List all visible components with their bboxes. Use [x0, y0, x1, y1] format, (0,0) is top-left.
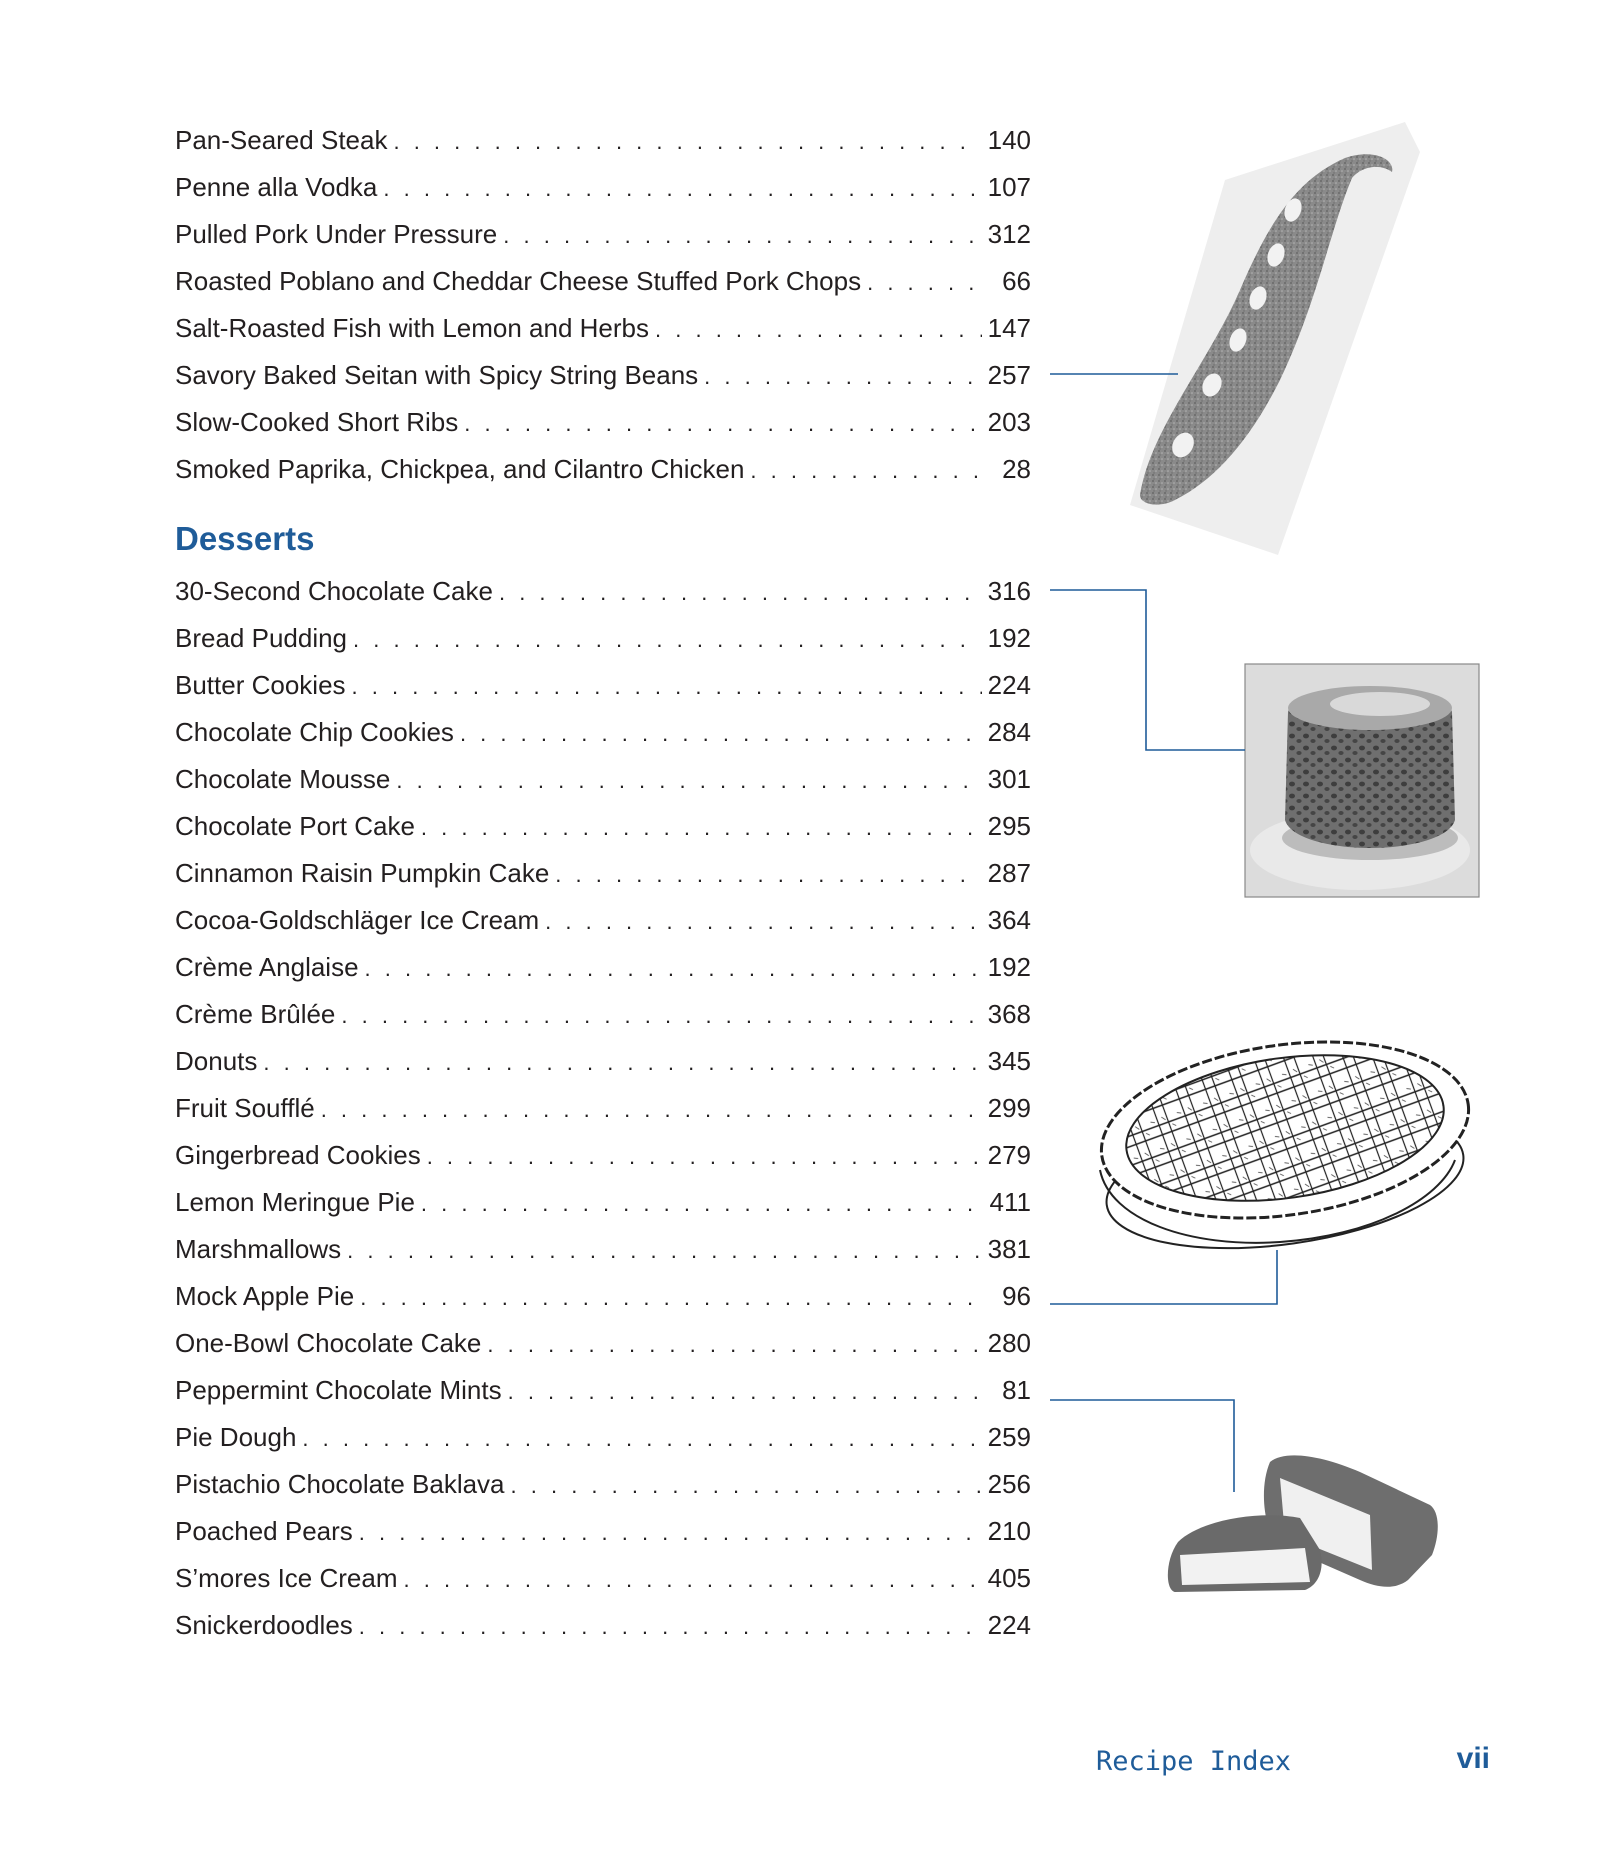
entry-page: 287: [987, 858, 1031, 888]
entry-name: Crème Anglaise: [175, 952, 359, 982]
entry-name: Peppermint Chocolate Mints: [175, 1375, 502, 1405]
entry-page: 140: [987, 125, 1031, 155]
entry-name: Cinnamon Raisin Pumpkin Cake: [175, 858, 550, 888]
entry-page: 192: [987, 623, 1031, 653]
entry-name: Marshmallows: [175, 1234, 342, 1264]
entry-page: 279: [987, 1140, 1031, 1170]
entry-name: Salt-Roasted Fish with Lemon and Herbs: [175, 313, 650, 343]
entry-name: 30-Second Chocolate Cake: [175, 576, 493, 606]
entry-page: 381: [987, 1234, 1031, 1264]
entry-page: 192: [987, 952, 1031, 982]
entry-page: 312: [987, 219, 1031, 249]
entry-name: Donuts: [175, 1046, 258, 1076]
entry-page: 107: [987, 172, 1031, 202]
entry-page: 364: [987, 905, 1031, 935]
lattice-pie-illustration: [1090, 1020, 1480, 1268]
section-heading-desserts: Desserts: [175, 520, 315, 557]
entry-name: Lemon Meringue Pie: [175, 1187, 415, 1217]
entry-page: 96: [1002, 1281, 1031, 1311]
entry-name: Penne alla Vodka: [175, 172, 378, 202]
entry-page: 411: [989, 1187, 1031, 1217]
string-bean-illustration: [1130, 122, 1420, 555]
entry-page: 224: [987, 1610, 1031, 1640]
entry-page: 316: [987, 576, 1031, 606]
callout-line: [1050, 1250, 1277, 1304]
entry-page: 284: [987, 717, 1031, 747]
entry-page: 259: [987, 1422, 1031, 1452]
entry-name: Pan-Seared Steak: [175, 125, 388, 155]
entry-page: 299: [987, 1093, 1031, 1123]
entry-page: 256: [987, 1469, 1031, 1499]
entry-page: 210: [987, 1516, 1031, 1546]
entry-name: Mock Apple Pie: [175, 1281, 355, 1311]
running-footer-title: Recipe Index: [1096, 1746, 1292, 1777]
entry-name: Poached Pears: [175, 1516, 353, 1546]
entry-page: 295: [987, 811, 1031, 841]
entry-name: Butter Cookies: [175, 670, 346, 700]
entry-page: 368: [987, 999, 1031, 1029]
entry-page: 301: [987, 764, 1031, 794]
entry-name: Snickerdoodles: [175, 1610, 353, 1640]
entry-page: 66: [1002, 266, 1031, 296]
entry-name: One-Bowl Chocolate Cake: [175, 1328, 482, 1358]
entry-name: Chocolate Port Cake: [175, 811, 415, 841]
entry-name: Pistachio Chocolate Baklava: [175, 1469, 505, 1499]
entry-page: 257: [987, 360, 1031, 390]
entry-page: 405: [987, 1563, 1031, 1593]
entry-name: Savory Baked Seitan with Spicy String Beans: [175, 360, 699, 390]
entry-page: 81: [1002, 1375, 1031, 1405]
entry-page: 28: [1002, 454, 1031, 484]
entry-page: 224: [987, 670, 1031, 700]
entry-name: Gingerbread Cookies: [175, 1140, 421, 1170]
entry-page: 280: [987, 1328, 1031, 1358]
page-number: vii: [1456, 1742, 1490, 1775]
callout-line: [1050, 1400, 1234, 1492]
entry-name: Pie Dough: [175, 1422, 297, 1452]
entry-name: Fruit Soufflé: [175, 1093, 315, 1123]
chocolate-cake-illustration: [1245, 664, 1479, 897]
peppermint-mints-illustration: [1168, 1455, 1438, 1592]
entry-page: 147: [987, 313, 1031, 343]
entry-page: 345: [987, 1046, 1031, 1076]
entry-name: Cocoa-Goldschläger Ice Cream: [175, 905, 540, 935]
entry-name: Bread Pudding: [175, 623, 348, 653]
entry-name: Chocolate Chip Cookies: [175, 717, 454, 747]
entry-name: Chocolate Mousse: [175, 764, 391, 794]
entry-name: Smoked Paprika, Chickpea, and Cilantro Chicken: [175, 454, 745, 484]
entry-name: Pulled Pork Under Pressure: [175, 219, 498, 249]
callout-line: [1050, 590, 1245, 750]
entry-name: Slow-Cooked Short Ribs: [175, 407, 459, 437]
entry-name: Roasted Poblano and Cheddar Cheese Stuffed Pork Chops: [175, 266, 862, 296]
entry-name: Crème Brûlée: [175, 999, 336, 1029]
entry-page: 203: [987, 407, 1031, 437]
entry-name: S’mores Ice Cream: [175, 1563, 398, 1593]
